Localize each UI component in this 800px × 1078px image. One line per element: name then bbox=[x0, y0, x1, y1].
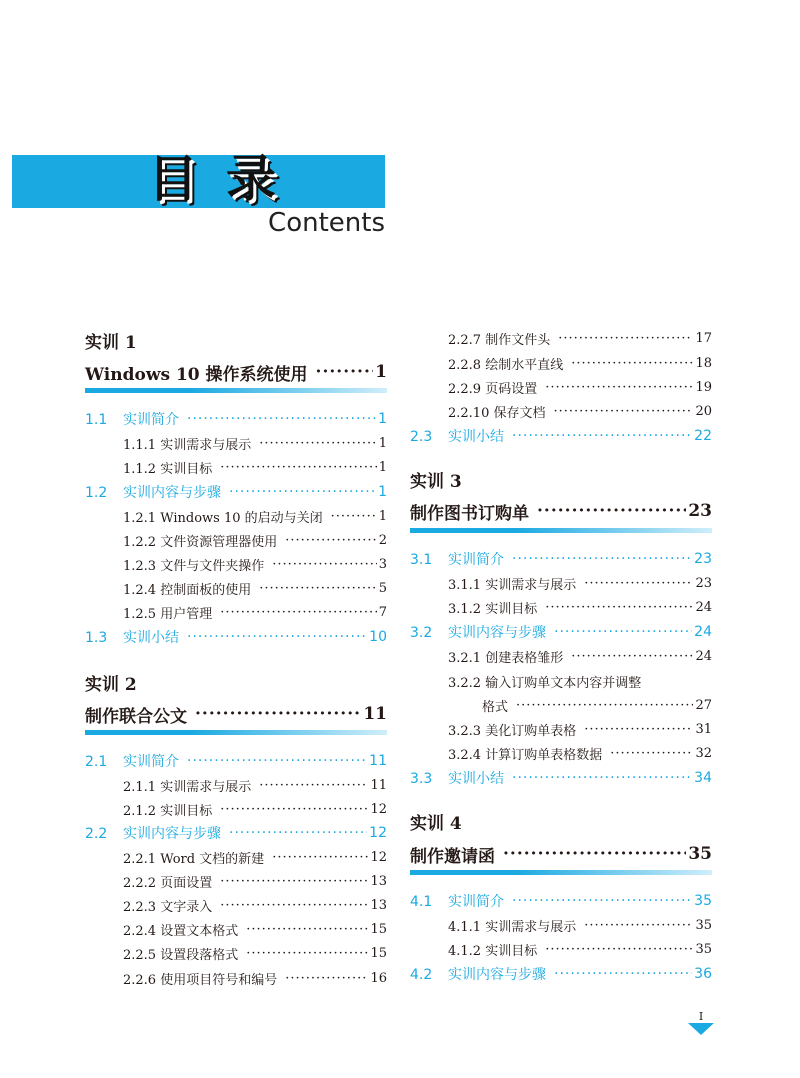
entry-title: 1.1.2 实训目标 bbox=[123, 461, 213, 477]
section-title: 实训内容与步骤 bbox=[123, 826, 221, 842]
leader-dots bbox=[187, 629, 367, 645]
down-triangle-icon bbox=[688, 1023, 714, 1035]
section-title: 实训内容与步骤 bbox=[448, 967, 546, 983]
leader-dots bbox=[553, 404, 693, 419]
page-number: 15 bbox=[370, 921, 387, 937]
leader-dots bbox=[584, 576, 693, 591]
entry-title: 3.1.1 实训需求与展示 bbox=[448, 577, 577, 593]
section-title: 实训简介 bbox=[448, 552, 504, 568]
toc-entry[interactable] bbox=[85, 893, 387, 917]
leader-dots bbox=[285, 971, 368, 986]
page-number: 2 bbox=[378, 532, 387, 548]
leader-dots bbox=[272, 850, 368, 865]
page-number: 13 bbox=[370, 897, 387, 913]
chapter-divider bbox=[410, 870, 712, 875]
page-number: 12 bbox=[370, 801, 387, 817]
chapter-title: 制作邀请函 bbox=[410, 846, 495, 867]
toc-entry[interactable] bbox=[85, 455, 387, 479]
toc-entry[interactable] bbox=[410, 595, 712, 619]
leader-dots bbox=[220, 898, 368, 913]
leader-dots bbox=[246, 922, 368, 937]
page-number: 11 bbox=[363, 704, 387, 724]
leader-dots bbox=[558, 331, 693, 346]
page-number: 1 bbox=[378, 411, 387, 427]
page-number: 12 bbox=[370, 849, 387, 865]
chapter-title: 制作联合公文 bbox=[85, 706, 187, 727]
toc-entry[interactable] bbox=[410, 717, 712, 741]
page-marker-icon bbox=[688, 1010, 714, 1036]
page-number: 1 bbox=[378, 459, 387, 475]
page-subtitle: Contents bbox=[268, 208, 385, 238]
entry-title: 2.2.5 设置段落格式 bbox=[123, 947, 239, 963]
section-number: 2.1 bbox=[85, 754, 108, 770]
entry-title: 1.2.2 文件资源管理器使用 bbox=[123, 534, 278, 550]
page-number: 35 bbox=[695, 917, 712, 933]
leader-dots bbox=[512, 428, 692, 444]
toc-entry[interactable] bbox=[410, 913, 712, 937]
entry-title: 3.2.4 计算订购单表格数据 bbox=[448, 747, 603, 763]
toc-entry[interactable] bbox=[85, 528, 387, 552]
page-number: 35 bbox=[695, 941, 712, 957]
page-number: 3 bbox=[378, 556, 387, 572]
entry-title: 3.2.1 创建表格雏形 bbox=[448, 650, 564, 666]
toc-section[interactable] bbox=[410, 620, 712, 644]
leader-dots bbox=[554, 624, 692, 640]
entry-title: 4.1.1 实训需求与展示 bbox=[448, 919, 577, 935]
entry-title: 1.2.1 Windows 10 的启动与关闭 bbox=[123, 510, 323, 526]
leader-dots bbox=[503, 844, 686, 864]
page-number: 34 bbox=[694, 770, 712, 786]
leader-dots bbox=[187, 411, 376, 427]
page-number: 1 bbox=[375, 362, 387, 382]
page-number: 13 bbox=[370, 873, 387, 889]
toc-entry-line2[interactable] bbox=[410, 693, 712, 717]
toc-section[interactable] bbox=[85, 821, 387, 845]
toc-entry[interactable] bbox=[410, 741, 712, 765]
page-number: 32 bbox=[695, 745, 712, 761]
leader-dots bbox=[512, 551, 692, 567]
section-title: 实训小结 bbox=[123, 630, 179, 646]
leader-dots bbox=[545, 600, 693, 615]
page-number: 7 bbox=[378, 604, 387, 620]
section-number: 2.3 bbox=[410, 429, 433, 445]
toc-section[interactable] bbox=[410, 424, 712, 448]
toc-entry[interactable] bbox=[85, 941, 387, 965]
entry-title: 3.1.2 实训目标 bbox=[448, 601, 538, 617]
toc-chapter-title[interactable] bbox=[85, 359, 387, 385]
section-number: 1.1 bbox=[85, 412, 108, 428]
entry-title: 2.2.1 Word 文档的新建 bbox=[123, 851, 265, 867]
section-number: 3.1 bbox=[410, 552, 433, 568]
toc-section[interactable] bbox=[410, 766, 712, 790]
leader-dots bbox=[220, 460, 377, 475]
toc-section[interactable] bbox=[85, 749, 387, 773]
page-number: 20 bbox=[695, 403, 712, 419]
section-title: 实训简介 bbox=[448, 894, 504, 910]
toc-entry[interactable] bbox=[85, 797, 387, 821]
toc-entry[interactable] bbox=[410, 399, 712, 423]
toc-entry[interactable] bbox=[410, 571, 712, 595]
chapter-label: 实训 3 bbox=[410, 472, 462, 492]
page-number: 1 bbox=[378, 435, 387, 451]
leader-dots bbox=[272, 557, 377, 572]
entry-title: 2.1.2 实训目标 bbox=[123, 803, 213, 819]
leader-dots bbox=[220, 802, 368, 817]
section-number: 3.2 bbox=[410, 625, 433, 641]
toc-section[interactable] bbox=[85, 407, 387, 431]
section-number: 2.2 bbox=[85, 826, 108, 842]
toc-entry-line1[interactable] bbox=[410, 669, 712, 693]
leader-dots bbox=[259, 436, 377, 451]
section-number: 4.1 bbox=[410, 894, 433, 910]
chapter-title: 制作图书订购单 bbox=[410, 503, 529, 524]
toc-entry[interactable] bbox=[85, 504, 387, 528]
page-number: 12 bbox=[369, 825, 387, 841]
page-number: 18 bbox=[695, 355, 712, 371]
entry-title: 2.2.7 制作文件头 bbox=[448, 332, 551, 348]
section-title: 实训小结 bbox=[448, 429, 504, 445]
leader-dots bbox=[512, 770, 692, 786]
toc-section[interactable] bbox=[410, 962, 712, 986]
entry-title-continued: 格式 bbox=[482, 699, 509, 715]
leader-dots bbox=[259, 778, 368, 793]
leader-dots bbox=[195, 704, 361, 724]
leader-dots bbox=[584, 918, 693, 933]
page-number: 36 bbox=[694, 966, 712, 982]
leader-dots bbox=[259, 581, 377, 596]
leader-dots bbox=[229, 825, 367, 841]
entry-title: 1.2.5 用户管理 bbox=[123, 606, 213, 622]
section-title: 实训简介 bbox=[123, 754, 179, 770]
leader-dots bbox=[584, 722, 693, 737]
leader-dots bbox=[285, 533, 377, 548]
chapter-label: 实训 4 bbox=[410, 814, 462, 834]
entry-title: 2.2.9 页码设置 bbox=[448, 381, 538, 397]
entry-title: 2.2.3 文字录入 bbox=[123, 899, 213, 915]
toc-entry[interactable] bbox=[85, 773, 387, 797]
page-number: 1 bbox=[378, 484, 387, 500]
toc-section[interactable] bbox=[85, 625, 387, 649]
toc-entry[interactable] bbox=[85, 966, 387, 990]
page-number: 11 bbox=[369, 753, 387, 769]
toc-section[interactable] bbox=[410, 889, 712, 913]
leader-dots bbox=[316, 362, 374, 382]
chapter-divider bbox=[85, 388, 387, 393]
chapter-divider bbox=[410, 528, 712, 533]
leader-dots bbox=[220, 605, 377, 620]
toc-entry[interactable] bbox=[85, 869, 387, 893]
toc-chapter-title[interactable] bbox=[410, 841, 712, 867]
toc-entry[interactable] bbox=[410, 937, 712, 961]
leader-dots bbox=[246, 946, 368, 961]
leader-dots bbox=[571, 649, 693, 664]
toc-entry[interactable] bbox=[85, 431, 387, 455]
entry-title: 1.2.3 文件与文件夹操作 bbox=[123, 558, 265, 574]
leader-dots bbox=[571, 356, 693, 371]
page-number: 24 bbox=[695, 599, 712, 615]
section-number: 1.3 bbox=[85, 630, 108, 646]
page-number: 10 bbox=[369, 629, 387, 645]
toc-entry[interactable] bbox=[410, 326, 712, 350]
entry-title: 1.2.4 控制面板的使用 bbox=[123, 582, 252, 598]
leader-dots bbox=[537, 501, 686, 521]
page-title: 目录 bbox=[148, 150, 304, 208]
entry-title: 3.2.3 美化订购单表格 bbox=[448, 723, 577, 739]
page-number: 11 bbox=[370, 777, 387, 793]
page-number: 23 bbox=[695, 575, 712, 591]
leader-dots bbox=[516, 698, 693, 713]
entry-title: 3.2.2 输入订购单文本内容并调整 bbox=[448, 675, 642, 691]
page-number: 24 bbox=[694, 624, 712, 640]
chapter-label: 实训 2 bbox=[85, 675, 137, 695]
leader-dots bbox=[512, 893, 692, 909]
page-number: 23 bbox=[694, 551, 712, 567]
chapter-label: 实训 1 bbox=[85, 333, 137, 353]
page-number: 19 bbox=[695, 379, 712, 395]
toc-section[interactable] bbox=[410, 547, 712, 571]
page-number: 1 bbox=[378, 508, 387, 524]
toc-entry[interactable] bbox=[85, 552, 387, 576]
toc-entry[interactable] bbox=[410, 644, 712, 668]
chapter-title: Windows 10 操作系统使用 bbox=[85, 364, 308, 385]
page-number: 15 bbox=[370, 945, 387, 961]
leader-dots bbox=[545, 942, 693, 957]
page-number: 17 bbox=[695, 330, 712, 346]
section-title: 实训内容与步骤 bbox=[448, 625, 546, 641]
section-number: 1.2 bbox=[85, 485, 108, 501]
page-number: 27 bbox=[695, 697, 712, 713]
section-number: 4.2 bbox=[410, 967, 433, 983]
leader-dots bbox=[229, 484, 376, 500]
page-number: 16 bbox=[370, 970, 387, 986]
leader-dots bbox=[554, 966, 692, 982]
section-title: 实训简介 bbox=[123, 412, 179, 428]
page-number: 23 bbox=[688, 501, 712, 521]
section-title: 实训内容与步骤 bbox=[123, 485, 221, 501]
toc-entry[interactable] bbox=[410, 351, 712, 375]
entry-title: 2.2.6 使用项目符号和编号 bbox=[123, 972, 278, 988]
page-number: 24 bbox=[695, 648, 712, 664]
page-number: 22 bbox=[694, 428, 712, 444]
page-number-roman: I bbox=[698, 1010, 704, 1023]
leader-dots bbox=[610, 746, 693, 761]
section-title: 实训小结 bbox=[448, 771, 504, 787]
entry-title: 2.2.4 设置文本格式 bbox=[123, 923, 239, 939]
toc-chapter-title[interactable] bbox=[85, 701, 387, 727]
toc-chapter-title[interactable] bbox=[410, 498, 712, 524]
leader-dots bbox=[220, 874, 368, 889]
toc-entry[interactable] bbox=[85, 600, 387, 624]
section-number: 3.3 bbox=[410, 771, 433, 787]
leader-dots bbox=[331, 509, 377, 524]
entry-title: 2.2.10 保存文档 bbox=[448, 405, 546, 421]
entry-title: 2.2.8 绘制水平直线 bbox=[448, 357, 564, 373]
leader-dots bbox=[187, 753, 367, 769]
toc-section[interactable] bbox=[85, 480, 387, 504]
entry-title: 2.1.1 实训需求与展示 bbox=[123, 779, 252, 795]
toc-entry[interactable] bbox=[85, 576, 387, 600]
toc-entry[interactable] bbox=[85, 845, 387, 869]
entry-title: 1.1.1 实训需求与展示 bbox=[123, 437, 252, 453]
entry-title: 2.2.2 页面设置 bbox=[123, 875, 213, 891]
page-number: 5 bbox=[378, 580, 387, 596]
page-number: 35 bbox=[688, 844, 712, 864]
page-number: 31 bbox=[695, 721, 712, 737]
toc-entry[interactable] bbox=[85, 917, 387, 941]
entry-title: 4.1.2 实训目标 bbox=[448, 943, 538, 959]
page-number: 35 bbox=[694, 893, 712, 909]
leader-dots bbox=[545, 380, 693, 395]
toc-entry[interactable] bbox=[410, 375, 712, 399]
chapter-divider bbox=[85, 730, 387, 735]
